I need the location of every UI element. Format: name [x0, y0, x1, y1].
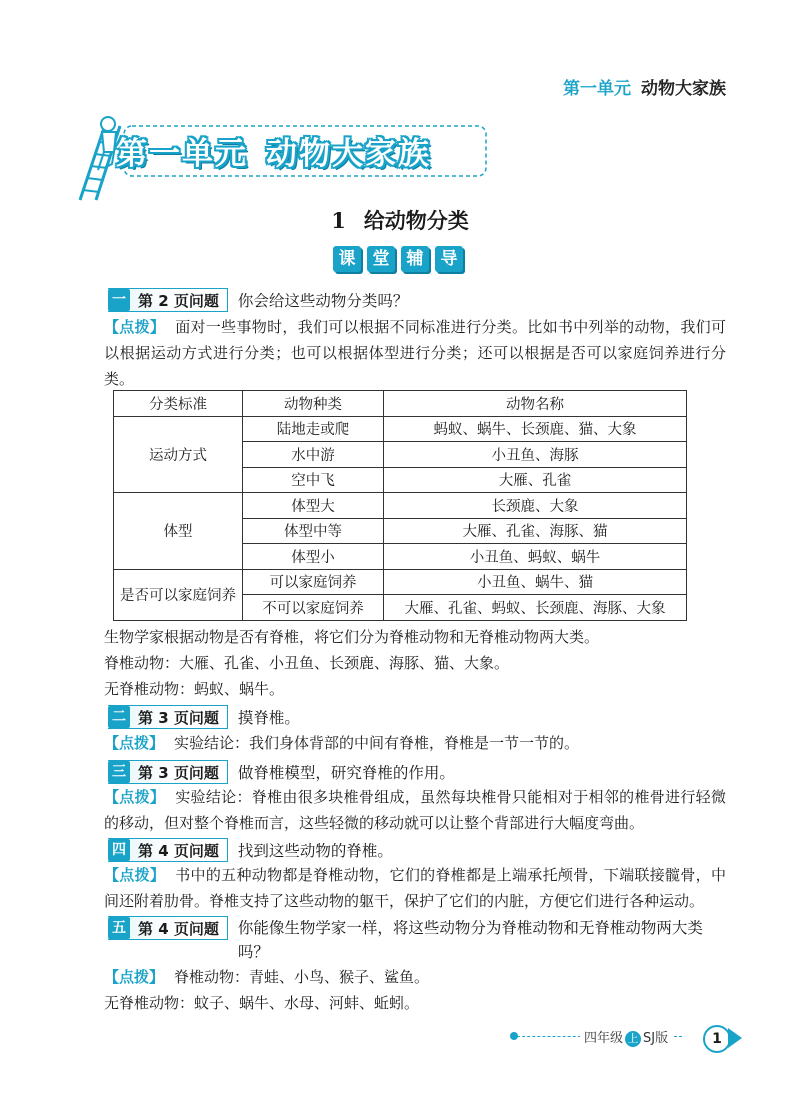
section-tag-char: 堂 — [367, 246, 395, 272]
question-4-page: 第 4 页问题 — [138, 841, 219, 860]
after-table-line-2: 脊椎动物：大雁、孔雀、小丑鱼、长颈鹿、海豚、猫、大象。 — [104, 654, 510, 672]
table-row — [114, 569, 687, 595]
question-4-hint — [104, 862, 726, 914]
classification-table — [113, 390, 687, 621]
table-names-cell: 蚂蚁、蜗牛、长颈鹿、猫、大象 — [384, 416, 687, 442]
table-kind-cell: 水中游 — [243, 442, 384, 468]
table-criterion-cell: 体型 — [114, 493, 243, 570]
question-1-hint-text: 面对一些事物时，我们可以根据不同标准进行分类。比如书中列举的动物，我们可以根据运动方式进行分类；也可以根据体型进行分类；还可以根据是否可以家庭饲养进行分类。 — [104, 318, 726, 388]
question-3-label — [108, 760, 228, 784]
table-names-cell: 小丑鱼、蚂蚁、蜗牛 — [384, 544, 687, 570]
question-5-hint — [104, 964, 726, 990]
table-header-cell: 动物名称 — [384, 391, 687, 417]
unit-banner-title — [116, 128, 431, 173]
table-header-cell: 分类标准 — [114, 391, 243, 417]
question-4-number: 四 — [108, 839, 130, 861]
question-1-hint — [104, 314, 726, 392]
banner-unit-title: 动物大家族 — [266, 136, 431, 172]
table-row — [114, 416, 687, 442]
question-5-hint-2: 无脊椎动物：蚊子、蜗牛、水母、河蚌、蚯蚓。 — [104, 994, 420, 1012]
question-4-header — [108, 838, 393, 862]
question-2-text: 摸脊椎。 — [237, 709, 300, 727]
lesson-number: 1 — [331, 208, 346, 233]
question-5-text: 你能像生物学家一样，将这些动物分为脊椎动物和无脊椎动物两大类吗？ — [237, 919, 703, 961]
running-head — [563, 74, 726, 99]
footer-grade — [580, 1027, 672, 1047]
section-tag-char: 辅 — [401, 246, 429, 272]
table-kind-cell: 不可以家庭饲养 — [243, 595, 384, 621]
table-names-cell: 大雁、孔雀、海豚、猫 — [384, 518, 687, 544]
question-5-page: 第 4 页问题 — [138, 919, 219, 938]
table-names-cell: 大雁、孔雀、蚂蚁、长颈鹿、海豚、大象 — [384, 595, 687, 621]
lesson-title — [0, 205, 800, 235]
footer-volume: 上 — [625, 1031, 641, 1047]
table-names-cell: 小丑鱼、蜗牛、猫 — [384, 569, 687, 595]
question-5-label — [108, 916, 228, 940]
table-kind-cell: 体型小 — [243, 544, 384, 570]
table-criterion-cell: 运动方式 — [114, 416, 243, 493]
question-5-hint-text: 脊椎动物：青蛙、小鸟、猴子、鲨鱼。 — [174, 968, 430, 986]
table-names-cell: 大雁、孔雀 — [384, 467, 687, 493]
footer-grade-a: 四年级 — [584, 1031, 624, 1046]
question-2-page: 第 3 页问题 — [138, 708, 219, 727]
table-row — [114, 493, 687, 519]
question-4-hint-text: 书中的五种动物都是脊椎动物，它们的脊椎都是上端承托颅骨，下端联接髋骨，中间还附着肋骨。脊椎支持了这些动物的躯干，保护了它们的内脏，方便它们进行各种运动。 — [104, 866, 726, 910]
table-kind-cell: 陆地走或爬 — [243, 416, 384, 442]
section-tag — [333, 246, 463, 272]
question-2-number: 二 — [108, 706, 130, 728]
running-head-unit: 第一单元 — [563, 79, 631, 99]
question-5-number: 五 — [108, 917, 130, 939]
table-header-row — [114, 391, 687, 417]
table-names-cell: 小丑鱼、海豚 — [384, 442, 687, 468]
question-3-hint-text: 实验结论：脊椎由很多块椎骨组成，虽然每块椎骨只能相对于相邻的椎骨进行轻微的移动，但对整个脊椎而言，这些轻微的移动就可以让整个背部进行大幅度弯曲。 — [104, 788, 726, 832]
section-tag-char: 导 — [435, 246, 463, 272]
table-names-cell: 长颈鹿、大象 — [384, 493, 687, 519]
question-1-label — [108, 288, 228, 312]
table-criterion-cell: 是否可以家庭饲养 — [114, 569, 243, 620]
hint-label: 【点拨】 — [104, 318, 166, 336]
question-2-label — [108, 705, 228, 729]
question-2-hint — [104, 730, 726, 756]
section-tag-char: 课 — [333, 246, 361, 272]
page-number: 1 — [703, 1025, 731, 1053]
ladder-illustration-icon — [80, 117, 120, 200]
question-3-hint — [104, 784, 726, 836]
banner-unit: 第一单元 — [116, 136, 248, 172]
running-head-title: 动物大家族 — [641, 79, 726, 99]
table-kind-cell: 体型中等 — [243, 518, 384, 544]
question-4-text: 找到这些动物的脊椎。 — [237, 842, 393, 860]
question-1-page: 第 2 页问题 — [138, 291, 219, 310]
after-table-line-3: 无脊椎动物：蚂蚁、蜗牛。 — [104, 680, 285, 698]
hint-label: 【点拨】 — [104, 968, 165, 986]
question-3-header — [108, 760, 455, 784]
lesson-title-text: 给动物分类 — [363, 209, 469, 233]
question-3-page: 第 3 页问题 — [138, 763, 219, 782]
hint-label: 【点拨】 — [104, 866, 166, 884]
question-4-label — [108, 838, 228, 862]
question-3-number: 三 — [108, 761, 130, 783]
table-kind-cell: 可以家庭饲养 — [243, 569, 384, 595]
after-table-line-1: 生物学家根据动物是否有脊椎，将它们分为脊椎动物和无脊椎动物两大类。 — [104, 628, 600, 646]
question-1-number: 一 — [108, 289, 130, 311]
hint-label: 【点拨】 — [104, 788, 166, 806]
table-kind-cell: 体型大 — [243, 493, 384, 519]
question-1-header — [108, 288, 408, 312]
question-2-header — [108, 705, 300, 729]
footer-grade-b: SJ版 — [643, 1031, 669, 1046]
page-arrow-icon — [728, 1028, 742, 1048]
table-kind-cell: 空中飞 — [243, 467, 384, 493]
question-5-header — [108, 916, 728, 964]
table-header-cell: 动物种类 — [243, 391, 384, 417]
question-3-text: 做脊椎模型，研究脊椎的作用。 — [237, 764, 455, 782]
question-2-hint-text: 实验结论：我们身体背部的中间有脊椎，脊椎是一节一节的。 — [174, 734, 580, 752]
question-1-text: 你会给这些动物分类吗？ — [237, 292, 409, 310]
hint-label: 【点拨】 — [104, 734, 165, 752]
